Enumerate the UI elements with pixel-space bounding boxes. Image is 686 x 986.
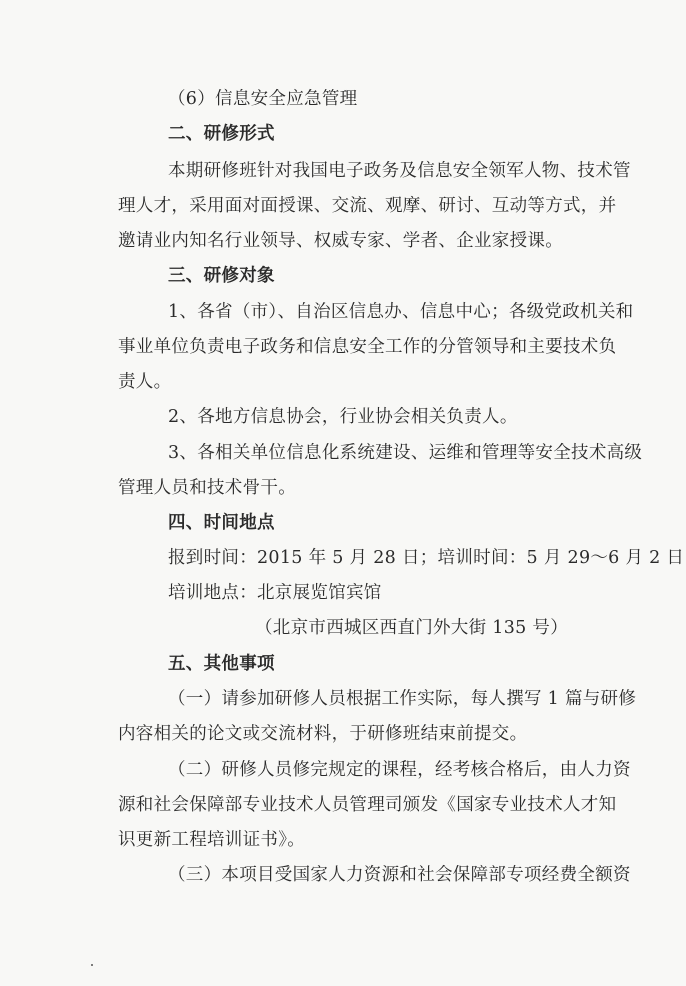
paragraph-line: （一）请参加研修人员根据工作实际，每人撰写 1 篇与研修: [168, 689, 637, 709]
paragraph-line: 管理人员和技术骨干。: [118, 478, 296, 498]
paragraph-line: 1、各省（市）、自治区信息办、信息中心；各级党政机关和: [168, 302, 634, 322]
section-heading-other: 五、其他事项: [168, 654, 275, 674]
venue-line: 培训地点：北京展览馆宾馆: [168, 583, 382, 603]
paragraph-line: 理人才，采用面对面授课、交流、观摩、研讨、互动等方式，并: [118, 196, 617, 216]
paragraph-line: 邀请业内知名行业领导、权威专家、学者、企业家授课。: [118, 231, 563, 251]
paragraph-line: 2、各地方信息协会，行业协会相关负责人。: [168, 407, 518, 427]
paragraph-line: 责人。: [118, 372, 172, 392]
paragraph-line: 3、各相关单位信息化系统建设、运维和管理等安全技术高级: [168, 443, 643, 463]
section-heading-time-place: 四、时间地点: [168, 513, 275, 533]
paragraph-line: 事业单位负责电子政务和信息安全工作的分管领导和主要技术负: [118, 337, 617, 357]
paragraph-line: 本期研修班针对我国电子政务及信息安全领军人物、技术管: [168, 161, 631, 181]
address-line: （北京市西城区西直门外大街 135 号）: [255, 618, 569, 638]
schedule-line: 报到时间：2015 年 5 月 28 日；培训时间：5 月 29～6 月 2 日: [168, 548, 685, 568]
paragraph-line: （二）研修人员修完规定的课程，经考核合格后，由人力资: [168, 760, 631, 780]
list-item-6: （6）信息安全应急管理: [168, 89, 358, 109]
paragraph-line: 源和社会保障部专业技术人员管理司颁发《国家专业技术人才知: [118, 795, 617, 815]
paragraph-line: 识更新工程培训证书》。: [118, 830, 306, 850]
section-heading-format: 二、研修形式: [168, 124, 275, 144]
paragraph-line: 内容相关的论文或交流材料，于研修班结束前提交。: [118, 724, 528, 744]
section-heading-audience: 三、研修对象: [168, 266, 275, 286]
scan-speck: [91, 964, 93, 966]
paragraph-line: （三）本项目受国家人力资源和社会保障部专项经费全额资: [168, 865, 631, 885]
